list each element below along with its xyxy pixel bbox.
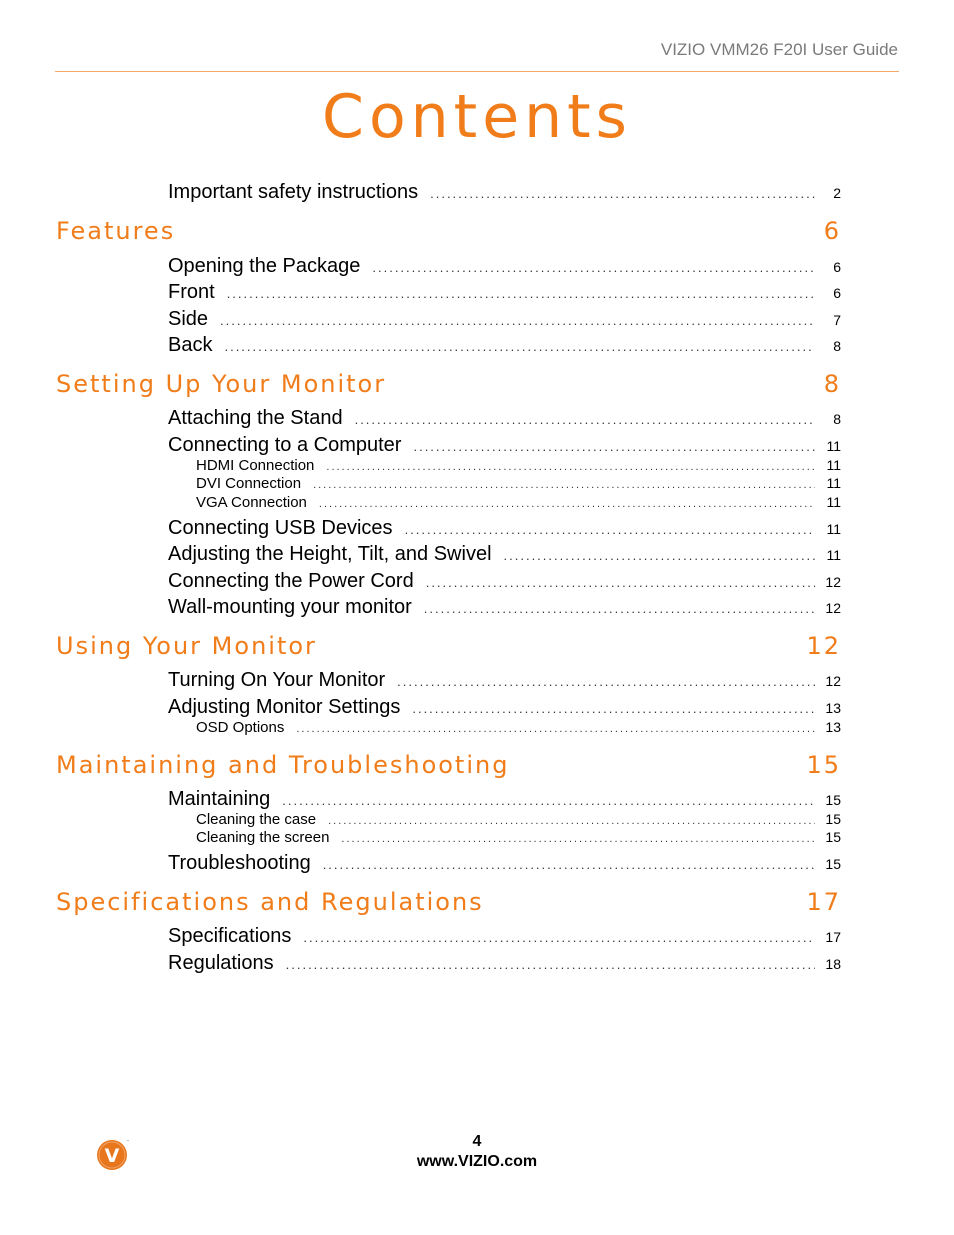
toc-entry-title: OSD Options <box>196 719 285 736</box>
toc-entry[interactable] <box>168 669 841 692</box>
toc-entry[interactable] <box>168 407 841 430</box>
toc-section-heading[interactable] <box>56 888 841 916</box>
dot-leader <box>296 723 815 735</box>
dot-leader <box>227 286 815 301</box>
section-page: 12 <box>806 632 841 660</box>
toc-entry-title: Opening the Package <box>168 255 361 277</box>
toc-entry-title: Adjusting the Height, Tilt, and Swivel <box>168 543 492 565</box>
header-divider <box>55 71 899 72</box>
logo-trademark: ™ <box>126 1139 130 1144</box>
dot-leader <box>426 575 815 590</box>
toc-entry[interactable] <box>168 308 841 331</box>
toc-entry-page: 8 <box>833 338 841 354</box>
toc-entry-title: Cleaning the screen <box>196 829 330 846</box>
toc-entry-title: Troubleshooting <box>168 852 311 874</box>
section-title: Using Your Monitor <box>56 632 317 660</box>
dot-leader <box>341 833 815 845</box>
dot-leader <box>220 313 815 328</box>
toc-entry-page: 15 <box>825 792 841 808</box>
section-page: 15 <box>806 751 841 779</box>
toc-entry-title: VGA Connection <box>196 494 307 511</box>
toc-entry-page: 11 <box>826 475 841 491</box>
toc-entry[interactable] <box>168 952 841 975</box>
toc-entry-title: Side <box>168 308 209 330</box>
toc-entry[interactable] <box>168 434 841 457</box>
dot-leader <box>405 522 815 537</box>
toc-entry-title: Connecting the Power Cord <box>168 570 414 592</box>
toc-subentry[interactable] <box>196 475 841 492</box>
section-title: Setting Up Your Monitor <box>56 370 387 398</box>
toc-entry-page: 17 <box>825 929 841 945</box>
toc-entry-title: Back <box>168 334 213 356</box>
toc-section-heading[interactable] <box>56 370 841 398</box>
toc-entry-title: Attaching the Stand <box>168 407 343 429</box>
toc-subentry[interactable] <box>196 719 841 736</box>
page-number: 4 <box>472 1133 482 1150</box>
toc-entry-page: 11 <box>826 494 841 510</box>
page-title: Contents <box>322 82 632 152</box>
section-title: Features <box>56 217 176 245</box>
toc-entry-page: 12 <box>825 600 841 616</box>
toc-entry-page: 11 <box>826 521 841 537</box>
toc-entry-page: 8 <box>833 411 841 427</box>
toc-entry-page: 11 <box>826 438 841 454</box>
section-title: Maintaining and Troubleshooting <box>56 751 510 779</box>
toc-section-heading[interactable] <box>56 751 841 779</box>
toc-entry-title: Front <box>168 281 215 303</box>
toc-subentry[interactable] <box>196 494 841 511</box>
toc-entry-page: 12 <box>825 673 841 689</box>
toc-entry-page: 11 <box>826 547 841 563</box>
toc-entry[interactable] <box>168 255 841 278</box>
toc-entry-title: Cleaning the case <box>196 811 317 828</box>
toc-entry-title: Regulations <box>168 952 274 974</box>
toc-entry[interactable] <box>168 596 841 619</box>
dot-leader <box>397 674 815 689</box>
toc-entry[interactable] <box>168 543 841 566</box>
dot-leader <box>303 930 815 945</box>
dot-leader <box>326 461 815 473</box>
dot-leader <box>328 815 815 827</box>
toc-entry-page: 12 <box>825 574 841 590</box>
logo-letter: V <box>104 1145 120 1167</box>
toc-entry-page: 13 <box>825 700 841 716</box>
section-page: 17 <box>806 888 841 916</box>
toc-entry-title: Maintaining <box>168 788 271 810</box>
dot-leader <box>355 412 815 427</box>
toc-entry-title: Adjusting Monitor Settings <box>168 696 401 718</box>
dot-leader <box>372 260 815 275</box>
toc-section-heading[interactable] <box>56 632 841 660</box>
toc-entry-title: HDMI Connection <box>196 457 315 474</box>
toc-entry-title: Connecting USB Devices <box>168 517 393 539</box>
toc-entry-page: 2 <box>833 185 841 201</box>
toc-entry-page: 15 <box>825 811 841 827</box>
section-title: Specifications and Regulations <box>56 888 484 916</box>
dot-leader <box>430 186 815 201</box>
toc-entry-title: Wall-mounting your monitor <box>168 596 412 618</box>
document-title: VIZIO VMM26 F20I User Guide <box>660 40 898 59</box>
dot-leader <box>313 479 815 491</box>
toc-entry[interactable] <box>168 334 841 357</box>
toc-entry-page: 7 <box>833 312 841 328</box>
dot-leader <box>504 548 815 563</box>
toc-entry[interactable] <box>168 181 841 204</box>
toc-entry[interactable] <box>168 696 841 719</box>
dot-leader <box>424 601 815 616</box>
toc-entry-title: DVI Connection <box>196 475 302 492</box>
toc-entry-title: Important safety instructions <box>168 181 419 203</box>
toc-section-heading[interactable] <box>56 217 841 245</box>
dot-leader <box>224 339 815 354</box>
toc-entry-title: Turning On Your Monitor <box>168 669 386 691</box>
toc-subentry[interactable] <box>196 811 841 828</box>
toc-entry-page: 6 <box>833 285 841 301</box>
toc-entry[interactable] <box>168 281 841 304</box>
toc-subentry[interactable] <box>196 829 841 846</box>
toc-entry[interactable] <box>168 788 841 811</box>
toc-entry-title: Connecting to a Computer <box>168 434 402 456</box>
dot-leader <box>286 957 815 972</box>
toc-entry-page: 6 <box>833 259 841 275</box>
toc-entry[interactable] <box>168 517 841 540</box>
toc-subentry[interactable] <box>196 457 841 474</box>
website-link[interactable]: www.VIZIO.com <box>416 1153 538 1170</box>
toc-entry-page: 11 <box>826 457 841 473</box>
toc-entry-page: 15 <box>825 829 841 845</box>
toc-entry[interactable] <box>168 570 841 593</box>
toc-entry[interactable] <box>168 925 841 948</box>
toc-entry-title: Specifications <box>168 925 292 947</box>
toc-entry-page: 13 <box>825 719 841 735</box>
toc-entry[interactable] <box>168 852 841 875</box>
dot-leader <box>282 793 815 808</box>
dot-leader <box>413 439 815 454</box>
dot-leader <box>412 701 815 716</box>
dot-leader <box>323 857 815 872</box>
section-page: 6 <box>823 217 841 245</box>
toc-entry-page: 15 <box>825 856 841 872</box>
section-page: 8 <box>823 370 841 398</box>
dot-leader <box>319 498 815 510</box>
toc-entry-page: 18 <box>825 956 841 972</box>
